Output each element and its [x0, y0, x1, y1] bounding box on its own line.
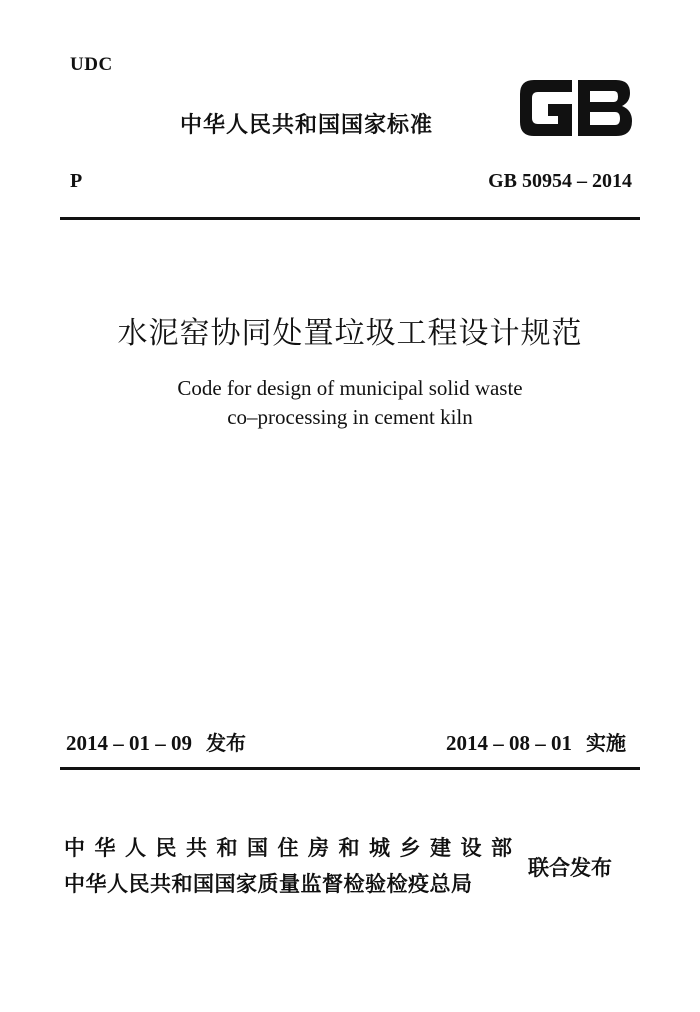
issue-label: 发布: [206, 731, 246, 755]
top-divider: [60, 217, 640, 220]
issue-date: 2014 – 01 – 09: [66, 731, 192, 755]
standard-number: GB 50954 – 2014: [488, 170, 632, 192]
title-english-line1: Code for design of municipal solid waste: [177, 376, 523, 400]
issue-date-block: [66, 727, 246, 756]
title-chinese: 水泥窑协同处置垃圾工程设计规范: [117, 316, 583, 351]
udc-label: UDC: [70, 54, 113, 75]
category-label: P: [70, 170, 83, 192]
issuing-org-2: 中华人民共和国国家质量监督检验检疫总局: [64, 872, 473, 896]
implement-date-block: [446, 727, 626, 756]
standard-issuer: 中华人民共和国国家标准: [180, 113, 434, 138]
implement-date: 2014 – 08 – 01: [446, 731, 572, 755]
implement-label: 实施: [586, 731, 626, 755]
gb-logo-icon: [516, 74, 636, 142]
bottom-divider: [60, 767, 640, 770]
issuing-org-1: 中华人民共和国住房和城乡建设部: [64, 836, 522, 860]
title-english-line2: co–processing in cement kiln: [227, 405, 473, 429]
joint-issue-label: 联合发布: [528, 856, 612, 880]
